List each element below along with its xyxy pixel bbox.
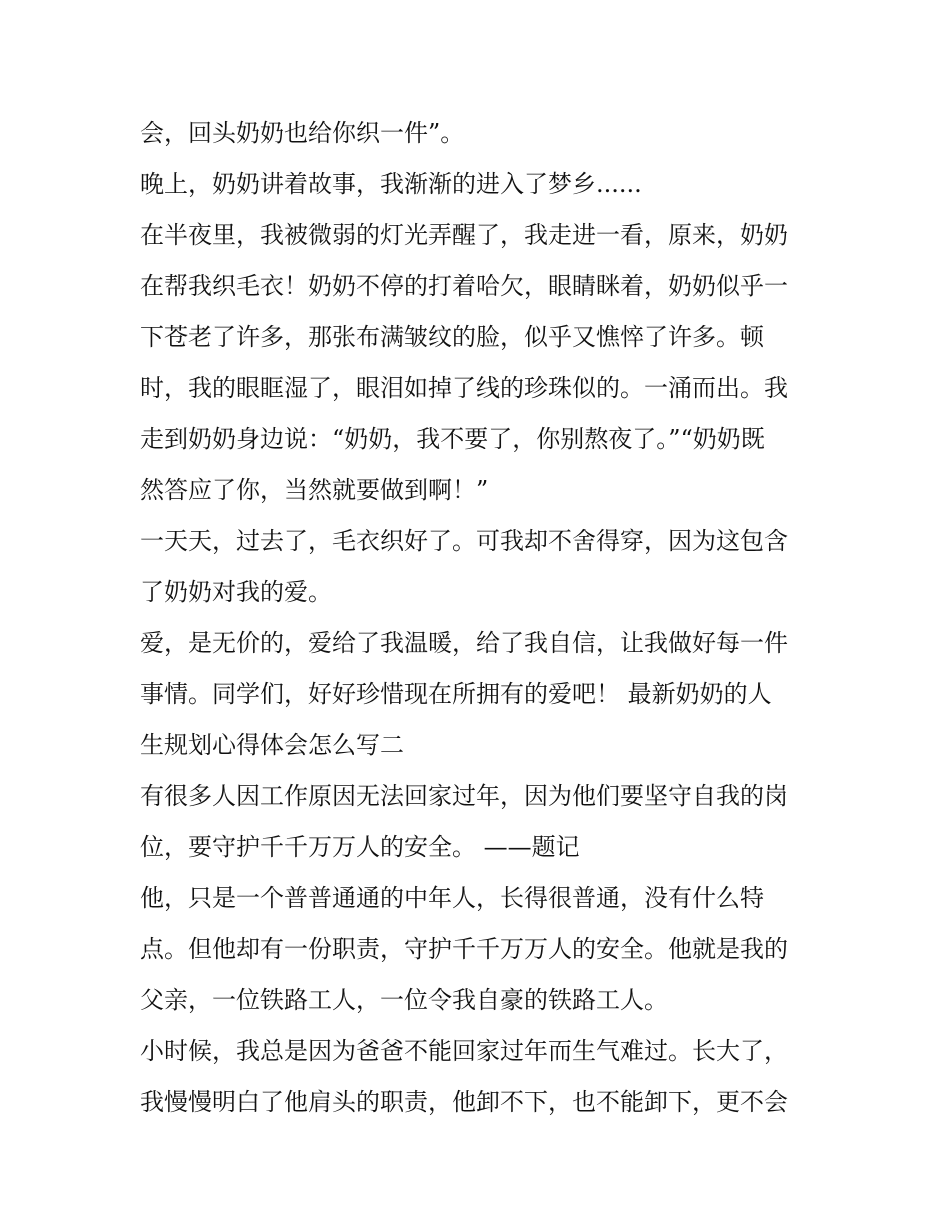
text-line: 爱，是无价的，爱给了我温暖，给了我自信，让我做好每一件 — [140, 629, 788, 657]
section-heading-line: 生规划心得体会怎么写二 — [140, 731, 404, 759]
text-line: 父亲，一位铁路工人，一位令我自豪的铁路工人。 — [140, 986, 668, 1014]
text-line: 会，回头奶奶也给你织一件”。 — [140, 119, 465, 147]
text-line: 晚上，奶奶讲着故事，我渐渐的进入了梦乡...... — [140, 170, 642, 198]
text-line: 点。但他却有一份职责，守护千千万万人的安全。他就是我的 — [140, 935, 788, 963]
text-line: 他，只是一个普普通通的中年人，长得很普通，没有什么特 — [140, 884, 764, 912]
text-line: 在半夜里，我被微弱的灯光弄醒了，我走进一看，原来，奶奶 — [140, 221, 788, 249]
text-line: 然答应了你，当然就要做到啊！” — [140, 476, 489, 504]
text-line: 有很多人因工作原因无法回家过年，因为他们要坚守自我的岗 — [140, 782, 788, 810]
text-line: 事情。同学们，好好珍惜现在所拥有的爱吧！ 最新奶奶的人 — [140, 680, 772, 708]
text-line: 在帮我织毛衣！奶奶不停的打着哈欠，眼睛眯着，奶奶似乎一 — [140, 272, 788, 300]
text-line: 位，要守护千千万万人的安全。 ——题记 — [140, 833, 580, 861]
text-line: 了奶奶对我的爱。 — [140, 578, 332, 606]
text-line: 下苍老了许多，那张布满皱纹的脸，似乎又憔悴了许多。顿 — [140, 323, 764, 351]
document-text-body — [140, 108, 820, 1128]
text-line: 走到奶奶身边说：“奶奶，我不要了，你别熬夜了。”“奶奶既 — [140, 425, 765, 453]
text-line: 小时候，我总是因为爸爸不能回家过年而生气难过。长大了， — [140, 1037, 788, 1065]
text-line: 一天天，过去了，毛衣织好了。可我却不舍得穿，因为这包含 — [140, 527, 788, 555]
text-line: 我慢慢明白了他肩头的职责，他卸不下，也不能卸下，更不会 — [140, 1088, 788, 1116]
text-line: 时，我的眼眶湿了，眼泪如掉了线的珍珠似的。一涌而出。我 — [140, 374, 788, 402]
